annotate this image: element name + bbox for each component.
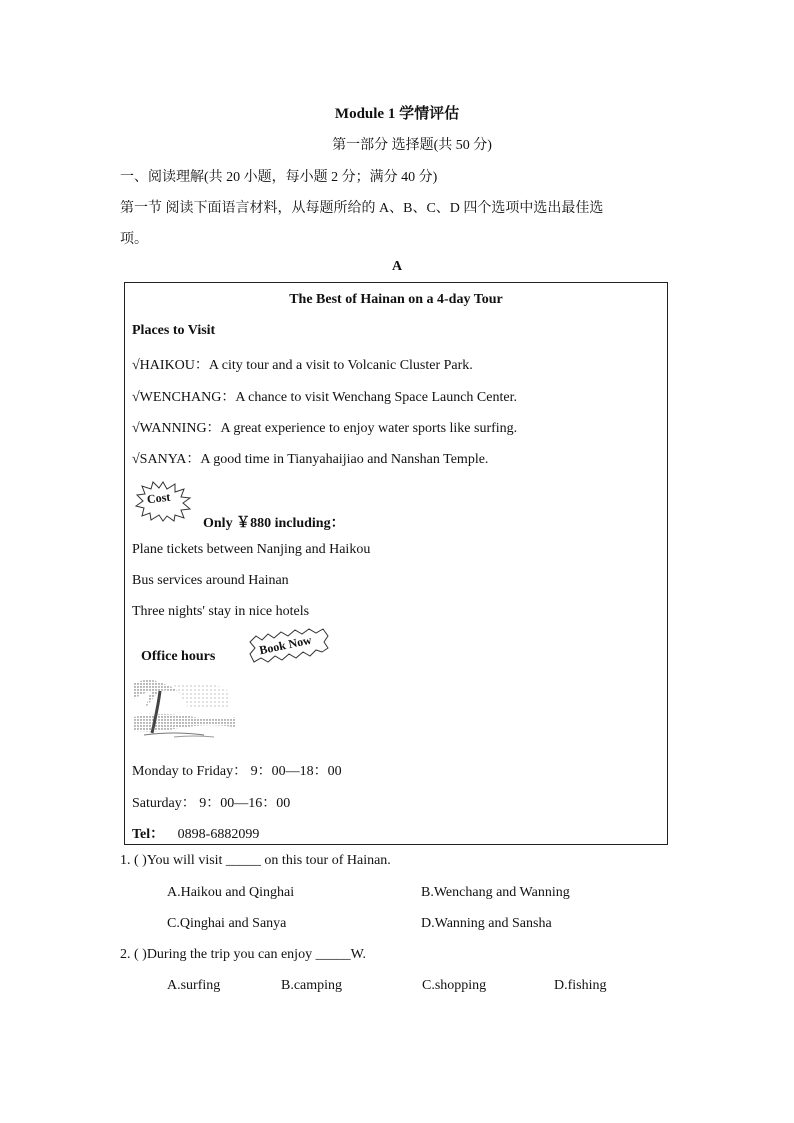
ad-title: The Best of Hainan on a 4-day Tour: [289, 292, 503, 307]
cost-line: Only ￥880 including：: [203, 516, 345, 531]
option-a: A.Haikou and Qinghai: [167, 885, 295, 900]
option-c: C.shopping: [422, 978, 487, 993]
page-title: Module 1 学情评估: [334, 106, 460, 122]
section-heading: 一、阅读理解(共 20 小题，每小题 2 分；满分 40 分): [120, 170, 438, 185]
tour-advertisement: [124, 282, 668, 845]
place-item: √SANYA：A good time in Tianyahaijiao and Nanshan Temple.: [132, 452, 489, 467]
tel-label: Tel：: [132, 827, 165, 842]
part-heading: 第一部分 选择题(共 50 分): [332, 138, 492, 153]
cost-sticker-label: Cost: [146, 489, 171, 507]
section-instruction: 第一节 阅读下面语言材料，从每题所给的 A、B、C、D 四个选项中选出最佳选: [120, 201, 604, 216]
place-item: √WANNING：A great experience to enjoy water sports like surfing.: [132, 421, 518, 436]
question-stem: 2. ( )During the trip you can enjoy _____W.: [120, 947, 366, 962]
section-instruction-cont: 项。: [120, 232, 148, 247]
question-stem: 1. ( )You will visit _____ on this tour of Hainan.: [120, 853, 391, 868]
palm-beach-image: [134, 677, 236, 741]
include-item: Bus services around Hainan: [132, 573, 289, 588]
include-item: Plane tickets between Nanjing and Haikou: [132, 542, 371, 557]
option-d: D.Wanning and Sansha: [421, 916, 552, 931]
book-now-label: Book Now: [258, 632, 313, 658]
tel-value: 0898-6882099: [177, 827, 260, 842]
places-heading: Places to Visit: [132, 323, 216, 338]
option-b: B.camping: [281, 978, 343, 993]
hours-saturday: Saturday： 9：00—16：00: [132, 796, 291, 811]
include-item: Three nights' stay in nice hotels: [132, 604, 310, 619]
option-d: D.fishing: [554, 978, 607, 993]
telephone: [132, 823, 259, 843]
hours-weekday: Monday to Friday： 9：00—18：00: [132, 764, 342, 779]
place-item: √WENCHANG：A chance to visit Wenchang Space Launch Center.: [132, 390, 517, 405]
office-hours-label: Office hours: [141, 649, 216, 664]
option-c: C.Qinghai and Sanya: [167, 916, 287, 931]
place-item: √HAIKOU：A city tour and a visit to Volcanic Cluster Park.: [132, 358, 473, 373]
option-b: B.Wenchang and Wanning: [421, 885, 570, 900]
passage-letter: A: [391, 259, 403, 274]
option-a: A.surfing: [167, 978, 221, 993]
